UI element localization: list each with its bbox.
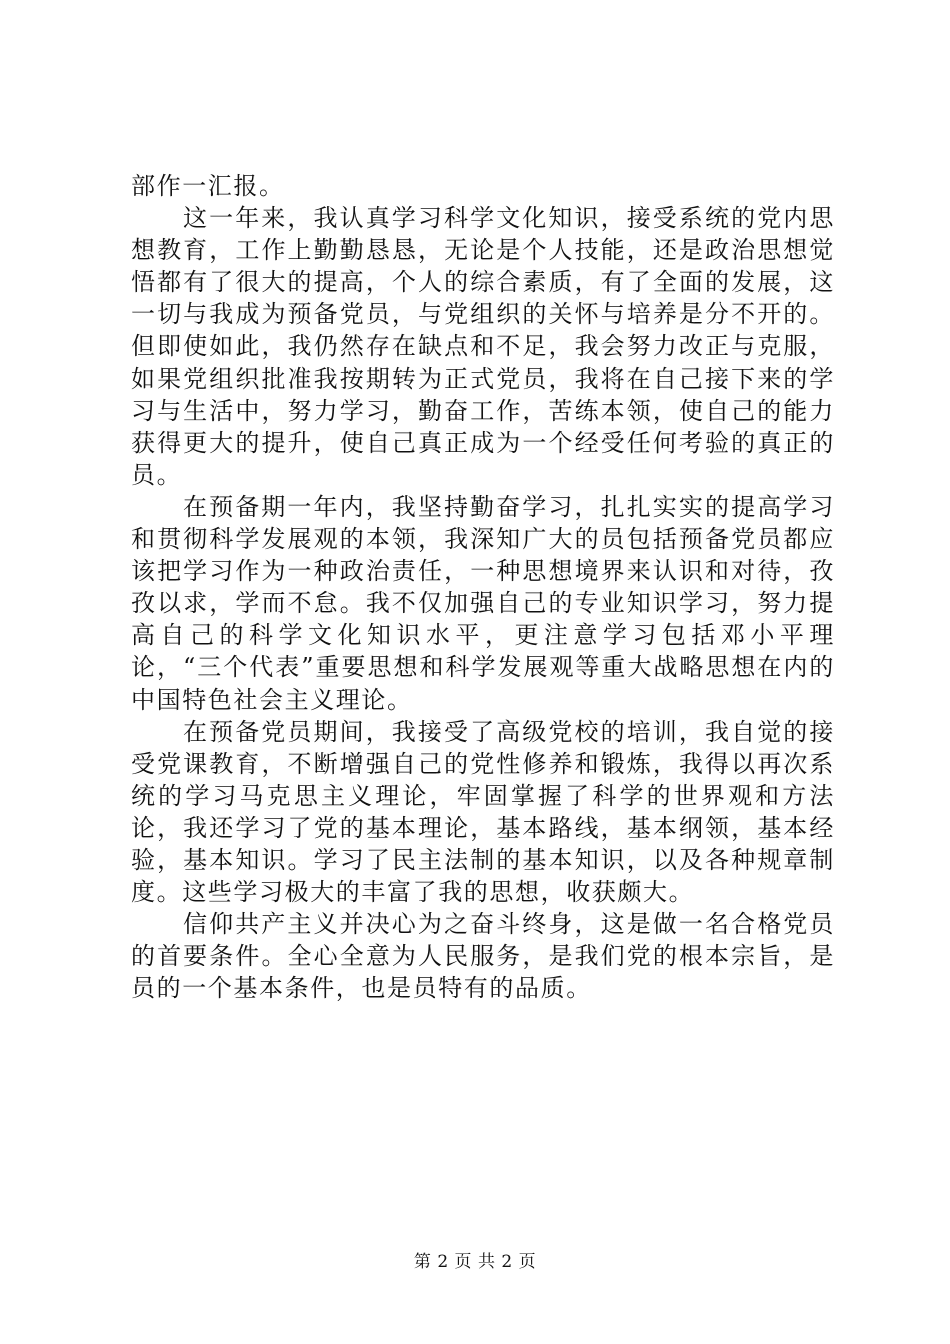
paragraph-continuation: 部作一汇报。	[131, 172, 285, 200]
document-body	[131, 170, 835, 1004]
paragraph-training: 在预备党员期间，我接受了高级党校的培训，我自觉的接受党课教育，不断增强自己的党性修养和锻炼，我得以再次系统的学习马克思主义理论，牢固掌握了科学的世界观和方法论，我还学习了党的基本理论，基本路线，基本纲领，基本经验，基本知识。学习了民主法制的基本知识，以及各种规章制度。这些学习极大的丰富了我的思想，收获颇大。	[131, 717, 835, 907]
paragraph-belief: 信仰共产主义并决心为之奋斗终身，这是做一名合格党员的首要条件。全心全意为人民服务，是我们党的根本宗旨，是员的一个基本条件，也是员特有的品质。	[131, 910, 835, 1003]
paragraph-study: 在预备期一年内，我坚持勤奋学习，扎扎实实的提高学习和贯彻科学发展观的本领，我深知广大的员包括预备党员都应该把学习作为一种政治责任，一种思想境界来认识和对待，孜孜以求，学而不怠。我不仅加强自己的专业知识学习，努力提高自己的科学文化知识水平，更注意学习包括邓小平理论，“三个代表”重要思想和科学发展观等重大战略思想在内的中国特色社会主义理论。	[131, 492, 835, 714]
page-footer: 第 2 页 共 2 页	[413, 1252, 537, 1272]
paragraph-year-summary: 这一年来，我认真学习科学文化知识，接受系统的党内思想教育，工作上勤勤恳恳，无论是个人技能，还是政治思想觉悟都有了很大的提高，个人的综合素质，有了全面的发展，这一切与我成为预备党员，与党组织的关怀与培养是分不开的。但即使如此，我仍然存在缺点和不足，我会努力改正与克服，如果党组织批准我按期转为正式党员，我将在自己接下来的学习与生活中，努力学习，勤奋工作，苦练本领，使自己的能力获得更大的提升，使自己真正成为一个经受任何考验的真正的员。	[131, 204, 835, 489]
